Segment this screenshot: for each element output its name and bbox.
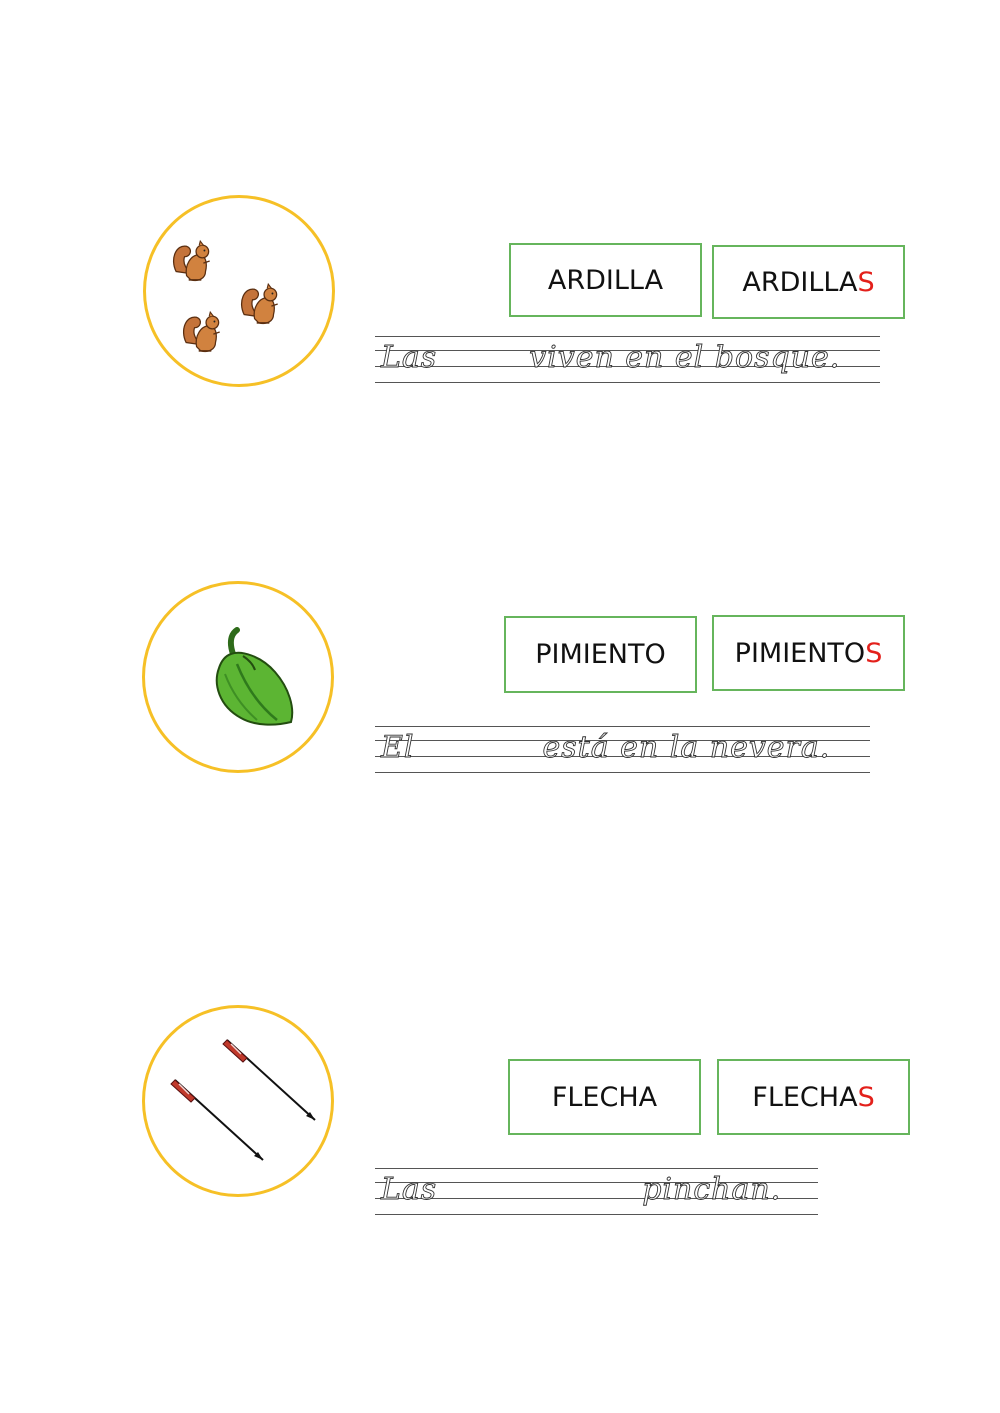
sentence bbox=[381, 730, 830, 765]
plural-suffix: S bbox=[857, 1081, 875, 1113]
plural-suffix: S bbox=[865, 637, 883, 669]
word-card-plural[interactable] bbox=[712, 245, 905, 319]
sentence bbox=[381, 340, 840, 375]
handwriting-line bbox=[375, 336, 880, 386]
sentence bbox=[381, 1172, 781, 1207]
singular-word: ARDILLA bbox=[547, 264, 664, 296]
picture-circle-squirrels bbox=[143, 195, 335, 387]
plural-stem: PIMIENTO bbox=[734, 637, 866, 669]
squirrels-icon bbox=[146, 198, 338, 390]
singular-word: PIMIENTO bbox=[535, 639, 666, 670]
handwriting-line bbox=[375, 1168, 818, 1218]
plural-suffix: S bbox=[857, 266, 875, 298]
sentence-end: viven en el bosque. bbox=[529, 340, 841, 375]
picture-circle-pepper bbox=[142, 581, 334, 773]
singular-word: FLECHA bbox=[551, 1081, 658, 1113]
word-card-singular[interactable] bbox=[504, 616, 697, 693]
sentence-end: pinchan. bbox=[642, 1172, 782, 1207]
sentence-start: El bbox=[381, 730, 415, 765]
sentence-end: está en la nevera. bbox=[542, 730, 831, 765]
word-card-plural[interactable] bbox=[717, 1059, 910, 1135]
word-card-plural[interactable] bbox=[712, 615, 905, 691]
plural-stem: ARDILLA bbox=[742, 266, 858, 298]
word-card-singular[interactable] bbox=[509, 243, 702, 317]
handwriting-line bbox=[375, 726, 870, 776]
plural-stem: FLECHA bbox=[752, 1081, 858, 1113]
green-pepper-icon bbox=[145, 584, 337, 776]
picture-circle-arrows bbox=[142, 1005, 334, 1197]
arrows-icon bbox=[145, 1008, 337, 1200]
sentence-start: Las bbox=[381, 1172, 438, 1207]
sentence-start: Las bbox=[381, 340, 438, 375]
word-card-singular[interactable] bbox=[508, 1059, 701, 1135]
